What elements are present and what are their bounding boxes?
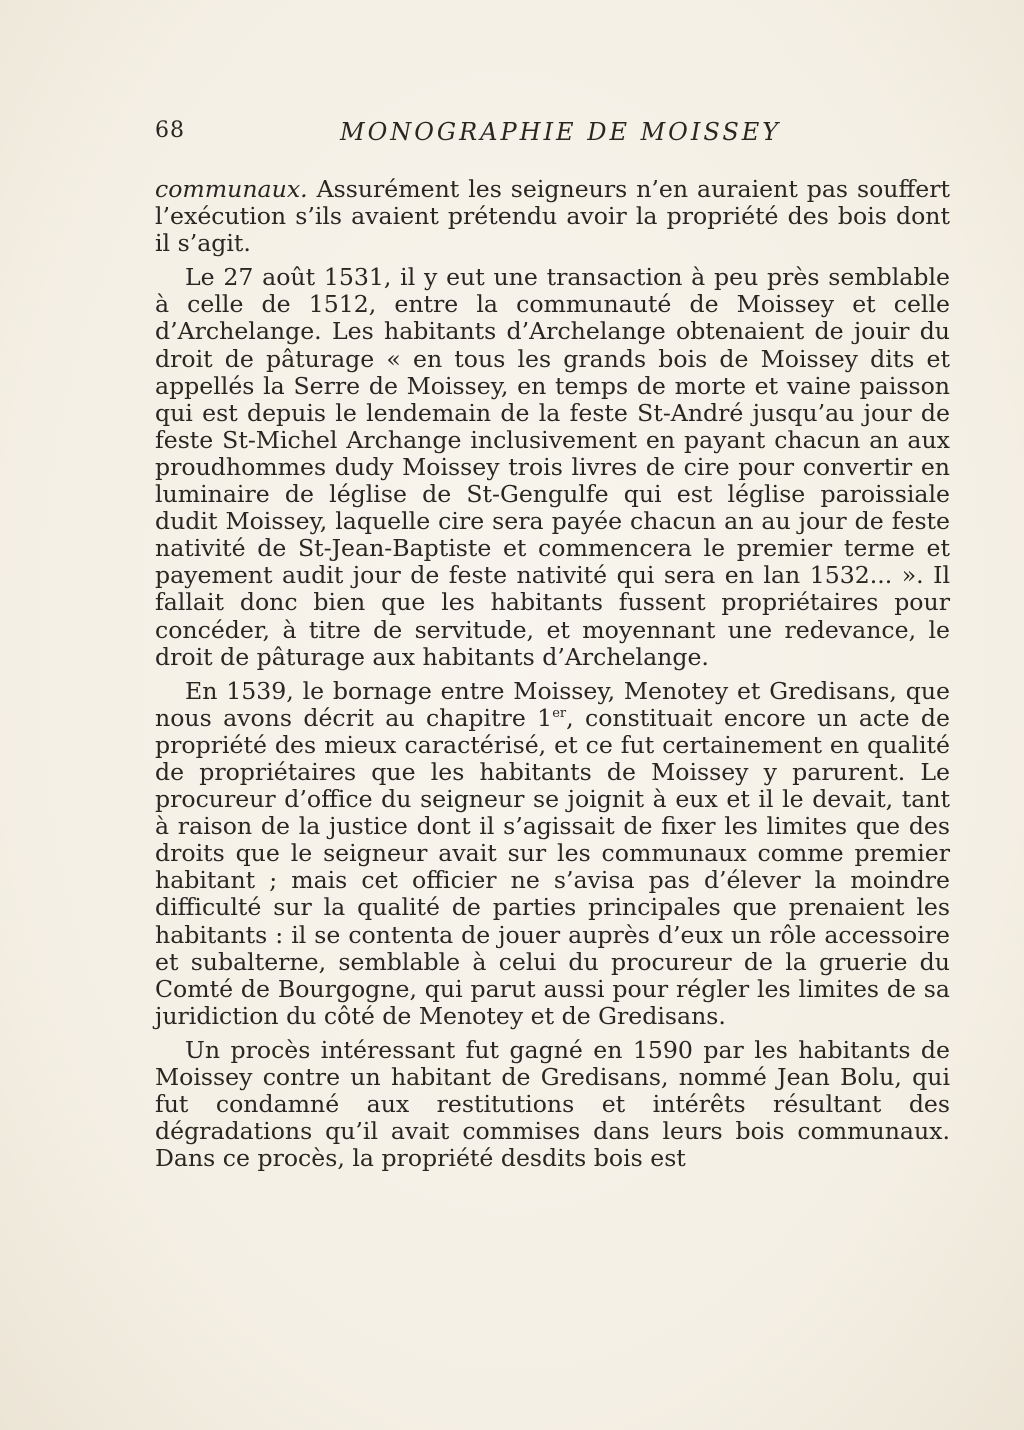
italic-lead-word: communaux.: [155, 175, 308, 203]
running-head: [155, 118, 950, 148]
paragraph-3-text-after: , constituait encore un acte de propriété des mieux caractérisé, et ce fut certainement en qualité de propriétaires que les habitants de Moissey y parurent. Le procureur d’office du seigneur se joignit à eux et il le devait, tant à raison de la justice dont il s’agissait de fixer les limites que des droits que le seigneur avait sur les communaux comme premier habitant ; mais cet officier ne s’avisa pas d’élever la moindre difficulté sur la qualité de parties principales que prenaient les habitants : il se contenta de jouer auprès d’eux un rôle accessoire et subalterne, semblable à celui du procureur de la gruerie du Comté de Bourgogne, qui parut aussi pour régler les limites de sa juridiction du côté de Menotey et de Gredisans.: [155, 703, 950, 1030]
paragraph-2: Le 27 août 1531, il y eut une transaction à peu près semblable à celle de 1512, entre la communauté de Moissey et celle d’Archelange. Les habitants d’Archelange obtenaient de jouir du droit de pâturage « en tous les grands bois de Moissey dits et appellés la Serre de Moissey, en temps de morte et vaine paisson qui est depuis le lendemain de la feste St-André jusqu’au jour de feste St-Michel Archange inclusivement en payant chacun an aux proudhommes dudy Moissey trois livres de cire pour convertir en luminaire de léglise de St-Gengulfe qui est léglise paroissiale dudit Moissey, laquelle cire sera payée chacun an au jour de feste nativité de St-Jean-Baptiste et commencera le premier terme et payement audit jour de feste nativité qui sera en lan 1532... ». Il fallait donc bien que les habitants fussent propriétaires pour concéder, à titre de servitude, et moyennant une redevance, le droit de pâturage aux habitants d’Archelange.: [155, 263, 950, 671]
page-number: 68: [155, 118, 185, 143]
paragraph-3: [155, 678, 950, 1030]
paragraph-4: Un procès intéressant fut gagné en 1590 par les habitants de Moissey contre un habitant de Gredisans, nommé Jean Bolu, qui fut condamné aux restitutions et intérêts résultant des dégradations qu’il avait commises dans leurs bois communaux. Dans ce procès, la propriété desdits bois est: [155, 1035, 950, 1173]
paragraph-3-text-before: En 1539, le bornage entre Moissey, Menotey et Gredisans, que nous avons décrit au chapitre 1: [155, 676, 950, 732]
paragraph-1-text: Assurément les seigneurs n’en auraient pas souffert l’exécution s’ils avaient prétendu avoir la propriété des bois dont il s’agit.: [155, 175, 950, 258]
body-text: [155, 176, 950, 1172]
ordinal-superscript: er: [552, 705, 567, 721]
running-title: MONOGRAPHIE DE MOISSEY: [340, 118, 782, 146]
paragraph-1: [155, 176, 950, 257]
